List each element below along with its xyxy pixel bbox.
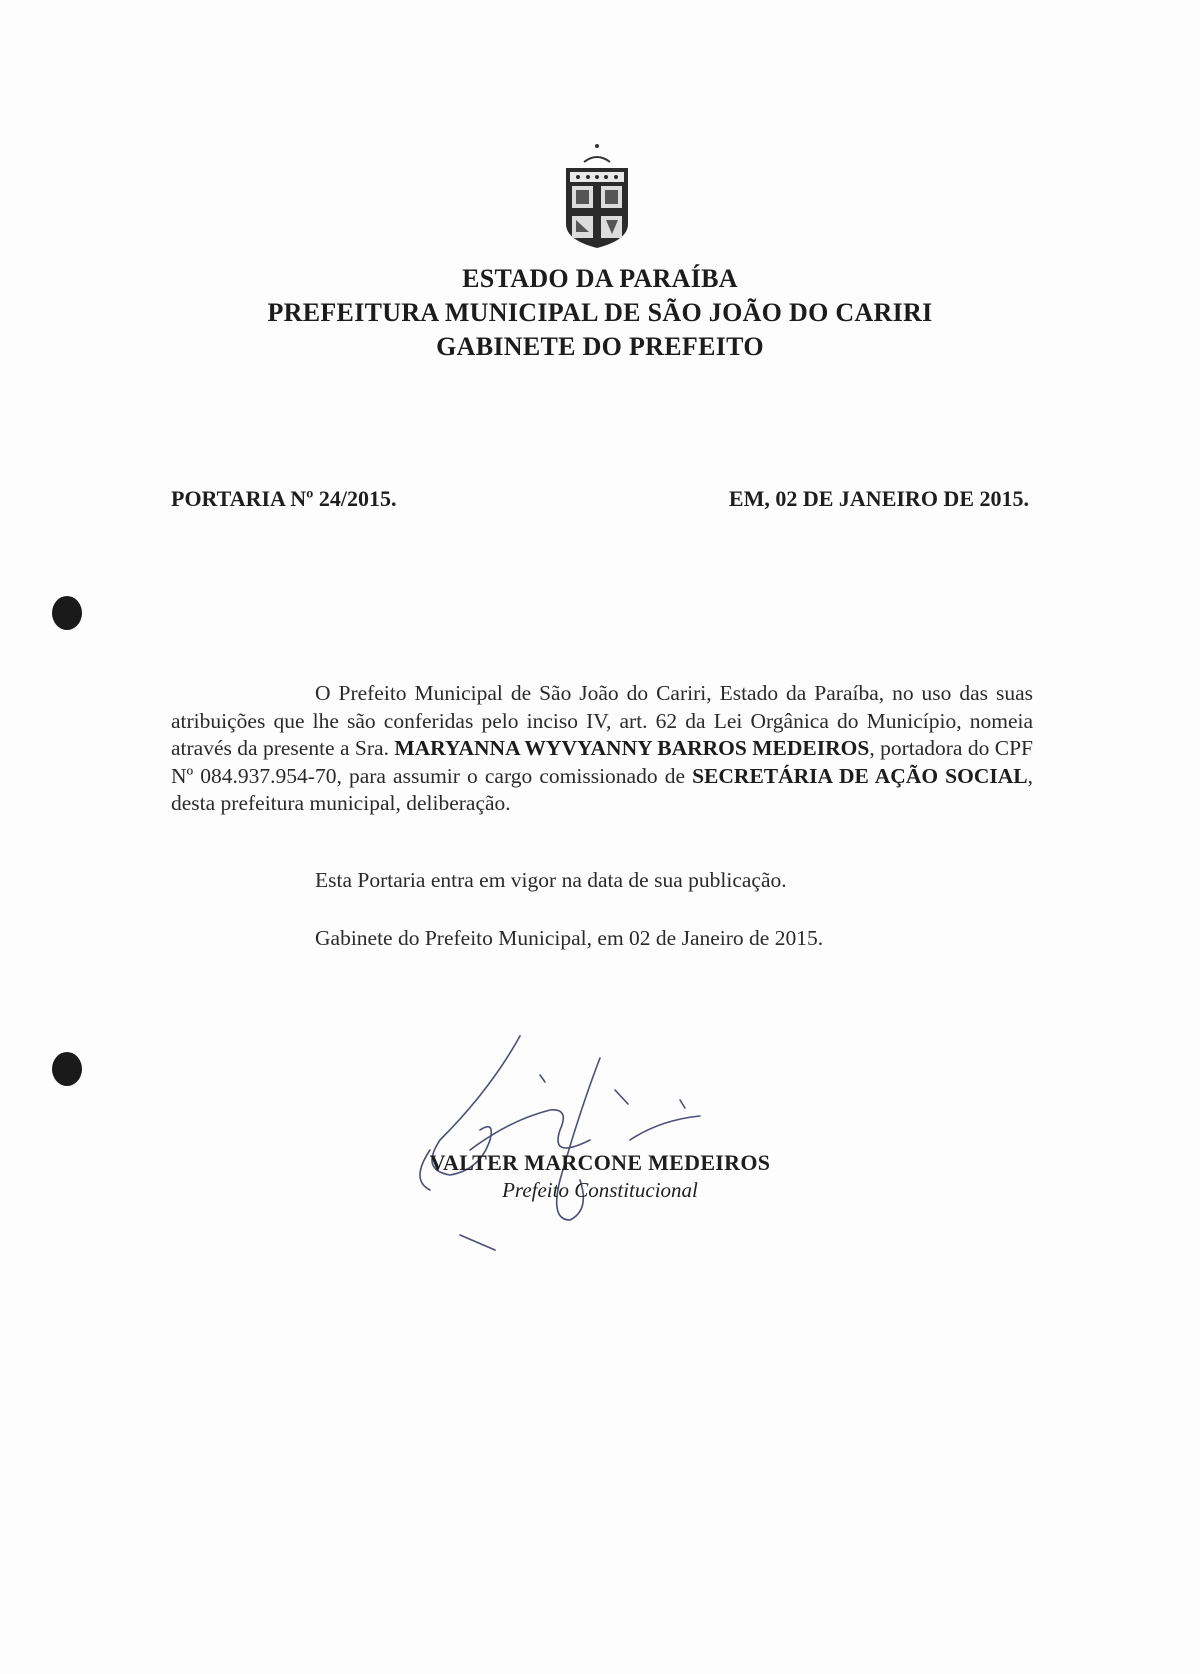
portaria-number: PORTARIA Nº 24/2015. [171,486,397,511]
punch-hole-bottom [52,1052,82,1086]
effective-date-paragraph: Esta Portaria entra em vigor na data de sua publicação. [315,868,787,892]
document-header [0,262,1200,364]
portaria-date: EM, 02 DE JANEIRO DE 2015. [728,486,1029,511]
signatory-name: VALTER MARCONE MEDEIROS [429,1150,771,1175]
paragraph-text-a: O Prefeito Municipal de São João do Cariri, Estado da Paraíba, no uso das suas atribuições que lhe são conferidas pelo inciso IV, art. 62 da Lei Orgânica do Município, nomeia através da presente a Sra. [171,681,1033,760]
header-state: ESTADO DA PARAÍBA [462,264,738,293]
header-municipality: PREFEITURA MUNICIPAL DE SÃO JOÃO DO CARIRI [267,298,933,327]
header-office: GABINETE DO PREFEITO [436,332,764,361]
handwritten-signature [400,1030,760,1260]
punch-hole-top [52,596,82,630]
paragraph-text-b: , portadora do CPF Nº 084.937.954-70, para assumir o cargo comissionado de [171,736,1034,788]
paragraph-text-c: , desta prefeitura municipal, deliberação. [171,763,1034,815]
municipal-crest-icon [554,140,640,250]
position-title: SECRETÁRIA DE AÇÃO SOCIAL [692,763,1028,788]
closing-paragraph: Gabinete do Prefeito Municipal, em 02 de Janeiro de 2015. [315,926,824,950]
appointment-paragraph [171,680,1033,818]
signatory-title: Prefeito Constitucional [502,1178,698,1202]
appointee-name: MARYANNA WYVYANNY BARROS MEDEIROS [394,736,870,760]
